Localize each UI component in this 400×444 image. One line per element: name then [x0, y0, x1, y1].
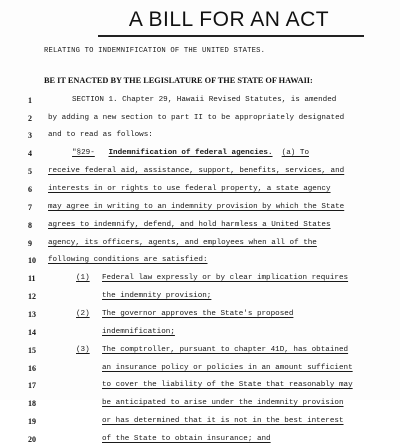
- line-text: to cover the liability of the State that reasonably may: [102, 381, 353, 389]
- line-text: The governor approves the State's proposed: [102, 310, 294, 318]
- line-number: 2: [28, 114, 32, 123]
- line-text: [72, 149, 309, 157]
- line-text: may agree in writing to an indemnity provision by which the State: [48, 203, 345, 211]
- line-text: indemnification;: [102, 328, 175, 336]
- line-number: 11: [28, 274, 36, 283]
- section-heading: Indemnification of federal agencies.: [108, 149, 273, 157]
- line-number: 3: [28, 131, 32, 140]
- line-text: receive federal aid, assistance, support, benefits, services, and: [48, 167, 345, 175]
- line-text: be anticipated to arise under the indemnity provision: [102, 399, 344, 407]
- line-text: The comptroller, pursuant to chapter 41D, has obtained: [102, 346, 349, 354]
- item-mark: (2): [76, 310, 90, 318]
- line-number: 18: [28, 399, 36, 408]
- line-text: interests in or rights to use federal property, a state agency: [48, 185, 331, 193]
- line-text: of the State to obtain insurance; and: [102, 435, 271, 443]
- line-text: following conditions are satisfied:: [48, 256, 208, 264]
- line-number: 4: [28, 149, 32, 158]
- line-text: by adding a new section to part II to be appropriately designated: [48, 114, 345, 122]
- line-number: 6: [28, 185, 32, 194]
- line-number: 1: [28, 96, 32, 105]
- line-text: Federal law expressly or by clear implication requires: [102, 274, 349, 282]
- line-number: 5: [28, 167, 32, 176]
- line-number: 17: [28, 381, 36, 390]
- subsection-lead: (a) To: [281, 149, 309, 157]
- enacting-clause: BE IT ENACTED BY THE LEGISLATURE OF THE STATE OF HAWAII:: [44, 76, 313, 85]
- line-number: 20: [28, 435, 36, 444]
- line-text: agency, its officers, agents, and employees when all of the: [48, 239, 317, 247]
- line-number: 10: [28, 256, 36, 265]
- bill-title: A BILL FOR AN ACT: [128, 8, 330, 31]
- item-mark: (3): [76, 346, 90, 354]
- line-text: an insurance policy or policies in an amount sufficient: [102, 364, 353, 372]
- line-number: 13: [28, 310, 36, 319]
- line-number: 14: [28, 328, 36, 337]
- relating-clause: RELATING TO INDEMNIFICATION OF THE UNITED STATES.: [44, 47, 266, 55]
- line-text: SECTION 1. Chapter 29, Hawaii Revised Statutes, is amended: [72, 96, 337, 104]
- line-number: 12: [28, 292, 36, 301]
- line-number: 7: [28, 203, 32, 212]
- line-number: 8: [28, 221, 32, 230]
- line-number: 15: [28, 346, 36, 355]
- line-number: 16: [28, 364, 36, 373]
- section-symbol: "§29-: [72, 149, 95, 157]
- line-number: 9: [28, 239, 32, 248]
- line-text: the indemnity provision;: [102, 292, 212, 300]
- line-number: 19: [28, 417, 36, 426]
- line-text: or has determined that it is not in the best interest: [102, 417, 344, 425]
- title-rule: [98, 35, 364, 37]
- item-mark: (1): [76, 274, 90, 282]
- line-text: agrees to indemnify, defend, and hold harmless a United States: [48, 221, 331, 229]
- line-text: and to read as follows:: [48, 131, 153, 139]
